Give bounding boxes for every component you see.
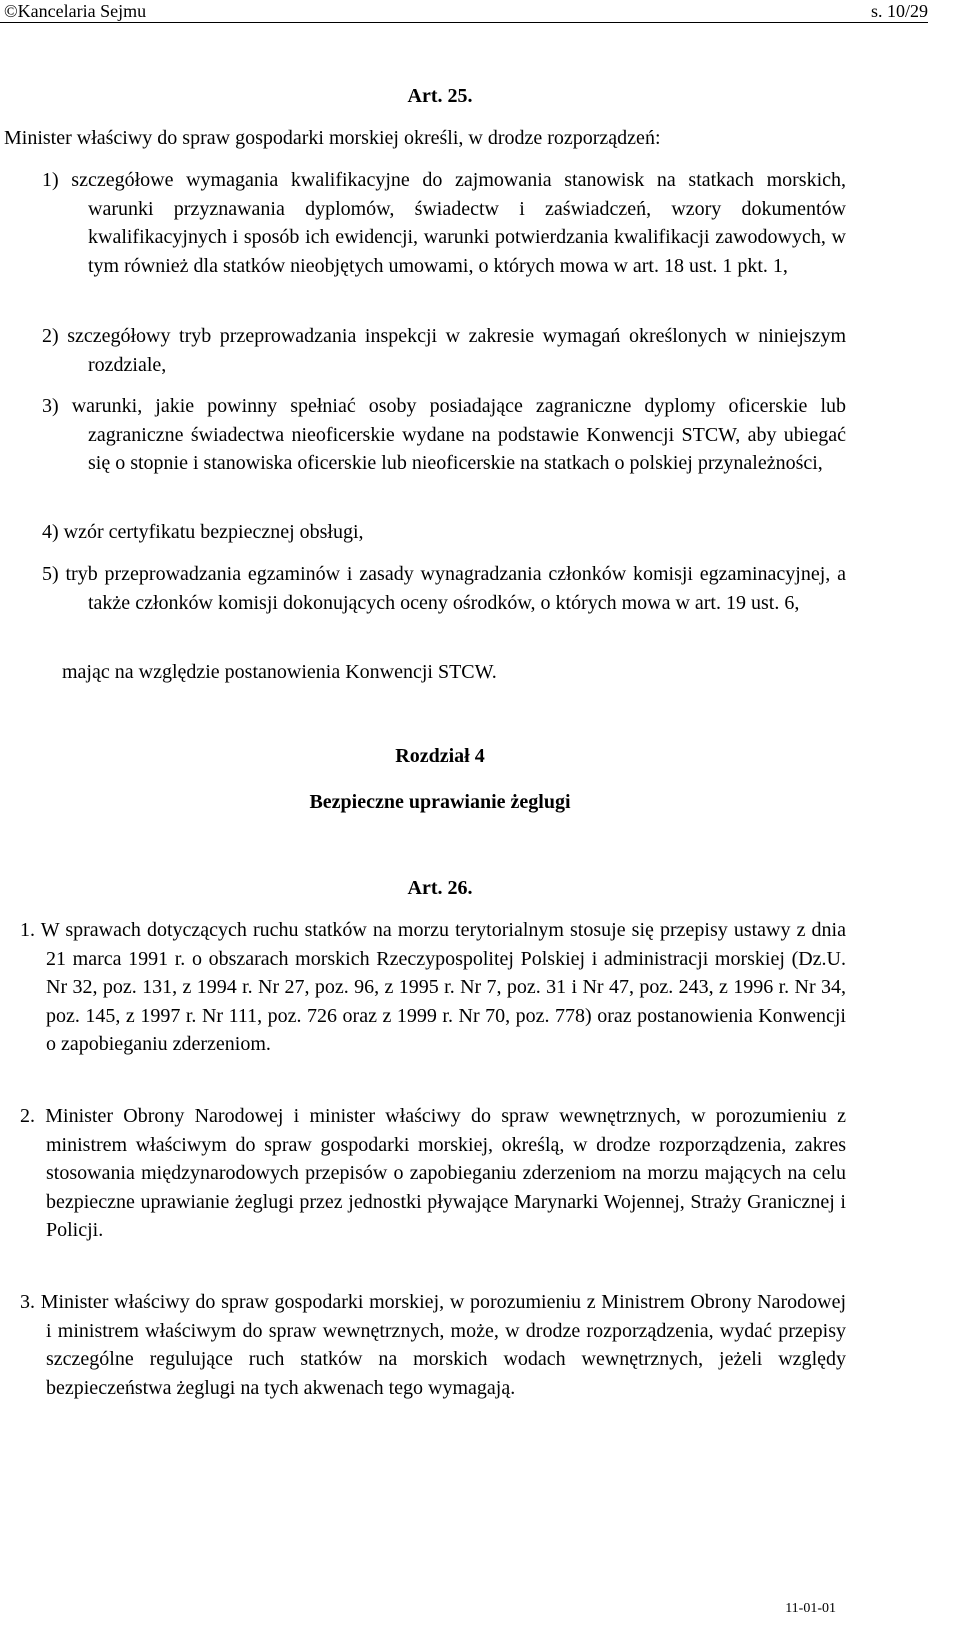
header-page-number: s. 10/29 <box>870 1 928 21</box>
art-25-intro: Minister właściwy do spraw gospodarki morskiej określi, w drodze rozporządzeń: <box>4 127 661 149</box>
art-26-paragraph-1: 1. W sprawach dotyczących ruchu statków na morzu terytorialnym stosuje się przepisy ustawy z dnia 21 marca 1991 r. o obszarach morskich Rzeczypospolitej Polskiej i administracji morskiej (Dz.U. Nr 32, poz. 131, z 1994 r. Nr 27, poz. 96, z 1995 r. Nr 7, poz. 31 i Nr 47, poz. 243, z 1996 r. Nr 34, poz. 145, z 1997 r. Nr 111, poz. 726 oraz z 1999 r. Nr 70, poz. 778) oraz postanowienia Konwencji o zapobieganiu zderzeniom. <box>20 919 846 1055</box>
header-publisher: ©Kancelaria Sejmu <box>4 1 147 21</box>
art-25-closing: mając na względzie postanowienia Konwencji STCW. <box>62 661 497 683</box>
header-divider <box>0 22 928 23</box>
art-25-item-3: 3) warunki, jakie powinny spełniać osoby posiadające zagraniczne dyplomy oficerskie lub zagraniczne świadectwa nieoficerskie wydane na podstawie Konwencji STCW, aby ubiegać się o stopnie i stanowiska oficerskie lub nieoficerskie na statkach o polskiej przynależności, <box>42 395 846 474</box>
art-26-paragraph-3: 3. Minister właściwy do spraw gospodarki morskiej, w porozumieniu z Ministrem Obrony Narodowej i ministrem właściwym do spraw wewnętrznych, może, w drodze rozporządzenia, wydać przepisy szczególne regulujące ruch statków na morskich wodach wewnętrznych, jeżeli względy bezpieczeństwa żeglugi na tych akwenach tego wymagają. <box>20 1291 846 1399</box>
art-26-paragraph-2: 2. Minister Obrony Narodowej i minister właściwy do spraw wewnętrznych, w porozumieniu z ministrem właściwym do spraw gospodarki morskiej, określą, w drodze rozporządzenia, zakres stosowania międzynarodowych przepisów o zapobieganiu zderzeniom na morzu mających na celu bezpieczne uprawianie żeglugi przez jednostki pływające Marynarki Wojennej, Straży Granicznej i Policji. <box>20 1105 846 1241</box>
art-25-item-1: 1) szczegółowe wymagania kwalifikacyjne do zajmowania stanowisk na statkach morskich, warunki przyznawania dyplomów, świadectw i zaświadczeń, wzory dokumentów kwalifikacyjnych i sposób ich ewidencji, warunki potwierdzania kwalifikacji zawodowych, w tym również dla statków nieobjętych umowami, o których mowa w art. 18 ust. 1 pkt. 1, <box>42 169 846 277</box>
footer-code: 11-01-01 <box>785 1601 836 1616</box>
art-25-heading: Art. 25. <box>407 85 473 107</box>
chapter-title: Bezpieczne uprawianie żeglugi <box>309 791 571 813</box>
art-25-item-4: 4) wzór certyfikatu bezpiecznej obsługi, <box>42 521 364 543</box>
art-25-item-5: 5) tryb przeprowadzania egzaminów i zasady wynagradzania członków komisji egzaminacyjnej, a także członków komisji dokonujących oceny ośrodków, o których mowa w art. 19 ust. 6, <box>42 563 846 614</box>
art-25-item-2: 2) szczegółowy tryb przeprowadzania inspekcji w zakresie wymagań określonych w niniejszym rozdziale, <box>42 325 846 376</box>
chapter-number: Rozdział 4 <box>395 745 485 767</box>
art-26-heading: Art. 26. <box>407 877 473 899</box>
